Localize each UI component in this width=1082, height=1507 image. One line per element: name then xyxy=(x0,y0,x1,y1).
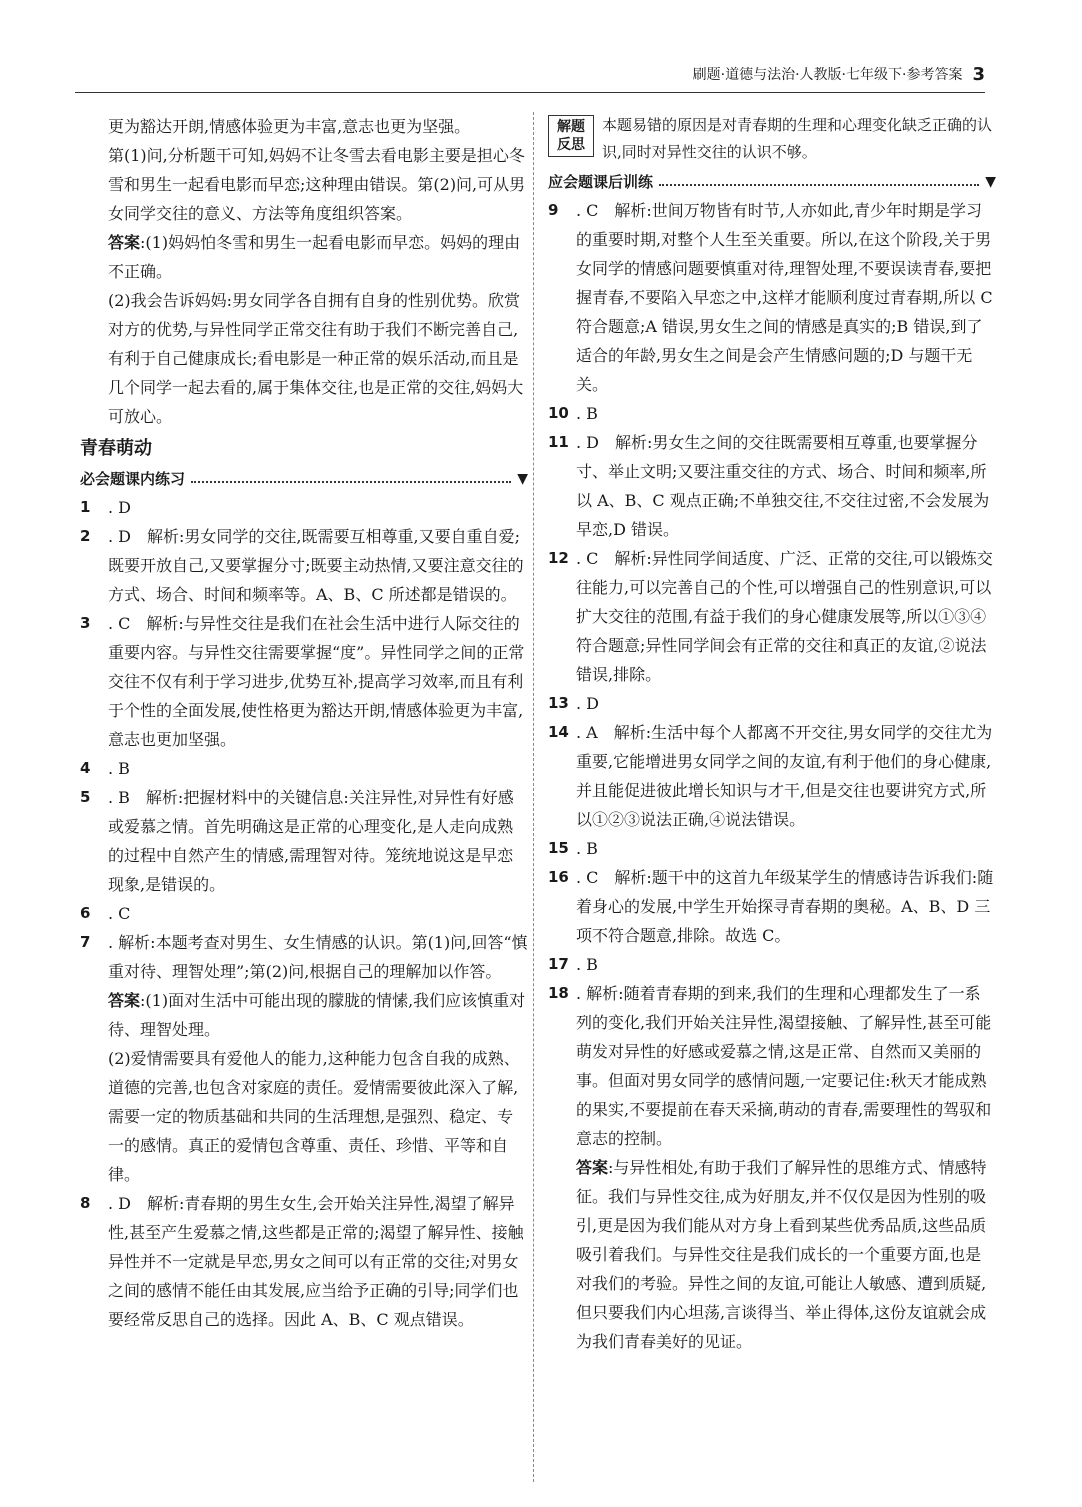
left-column xyxy=(80,112,528,1334)
question-item xyxy=(548,979,996,1153)
subsection-title xyxy=(80,465,528,493)
question-item xyxy=(80,609,528,754)
continued-analysis: 第(1)问,分析题干可知,妈妈不让冬雪去看电影主要是担心冬雪和男生一起看电影而早恋;这种理由错误。第(2)问,可从男女同学交往的意义、方法等角度组织答案。 xyxy=(108,146,526,223)
question-item xyxy=(548,950,996,979)
question-number: 16 xyxy=(548,868,569,886)
question-text: . B xyxy=(576,955,598,974)
header-title: 刷题·道德与法治·人教版·七年级下·参考答案 xyxy=(692,67,963,83)
question-text: . B xyxy=(576,839,598,858)
q18-answer xyxy=(548,1153,996,1356)
question-item xyxy=(548,863,996,950)
question-item xyxy=(80,899,528,928)
question-number: 12 xyxy=(548,549,569,567)
continued-answer-2: (2)我会告诉妈妈:男女同学各自拥有自身的性别优势。欣赏对方的优势,与异性同学正常交往有助于我们不断完善自己,有利于自己健康成长;看电影是一种正常的娱乐活动,而且是几个同学一起去看的,属于集体交往,也是正常的交往,妈妈大可放心。 xyxy=(108,291,524,426)
question-text: . 解析:本题考查对男生、女生情感的认识。第(1)问,回答“慎重对待、理智处理”;第(2)问,根据自己的理解加以作答。 xyxy=(108,933,528,981)
q7-answer-2: (2)爱情需要具有爱他人的能力,这种能力包含自我的成熟、道德的完善,也包含对家庭的责任。爱情需要彼此深入了解,需要一定的物质基础和共同的生活理想,是强烈、稳定、专一的感情。真正的爱情包含尊重、责任、珍惜、平等和自律。 xyxy=(108,1049,520,1184)
reflection-badge: 解题反思 xyxy=(548,115,594,157)
question-number: 6 xyxy=(80,904,91,922)
question-item xyxy=(548,689,996,718)
question-item xyxy=(548,428,996,544)
question-text: . B xyxy=(108,759,130,778)
section-title: 青春萌动 xyxy=(80,438,152,459)
question-number: 9 xyxy=(548,201,559,219)
page-number: 3 xyxy=(972,64,985,85)
leader-dots xyxy=(659,184,979,186)
question-text: . D 解析:青春期的男生女生,会开始关注异性,渴望了解异性,甚至产生爱慕之情,这些都是正常的;渴望了解异性、接触异性并不一定就是早恋,男女之间可以有正常的交往;对男女之间的感情不能任由其发展,应当给予正确的引导;同学们也要经常反思自己的选择。因此 A、B、C 观点错误。 xyxy=(108,1194,524,1329)
answer-text: :(1)妈妈怕冬雪和男生一起看电影而早恋。妈妈的理由不正确。 xyxy=(108,233,521,281)
question-item xyxy=(80,928,528,986)
question-item xyxy=(548,718,996,834)
question-item xyxy=(80,1189,528,1334)
reflection-box xyxy=(548,112,996,166)
question-text: . D 解析:男女生之间的交往既需要相互尊重,也要掌握分寸、举止文明;又要注重交往的方式、场合、时间和频率,所以 A、B、C 观点正确;不单独交往,不交往过密,不会发展为早恋,D 错误。 xyxy=(576,433,990,539)
question-text: . 解析:随着青春期的到来,我们的生理和心理都发生了一系列的变化,我们开始关注异性,渴望接触、了解异性,甚至可能萌发对异性的好感或爱慕之情,这是正常、自然而又美丽的事。但面对男女同学的感情问题,一定要记住:秋天才能成熟的果实,不要提前在春天采摘,萌动的青春,需要理性的驾驭和意志的控制。 xyxy=(576,984,992,1148)
question-number: 14 xyxy=(548,723,569,741)
continued-text: 更为豁达开朗,情感体验更为丰富,意志也更为坚强。 xyxy=(108,117,471,136)
question-text: . D 解析:男女同学的交往,既需要互相尊重,又要自重自爱;既要开放自己,又要掌握分寸;既要主动热情,又要注意交往的方式、场合、时间和频率等。A、B、C 所述都是错误的。 xyxy=(108,527,524,604)
answer-label: 答案 xyxy=(108,233,141,252)
answer-label: 答案 xyxy=(108,991,141,1010)
question-item xyxy=(80,754,528,783)
question-item xyxy=(548,544,996,689)
answer-text: :与异性相处,有助于我们了解异性的思维方式、情感特征。我们与异性交往,成为好朋友,并不仅仅是因为性别的吸引,更是因为我们能从对方身上看到某些优秀品质,这些品质吸引着我们。与异性交往是我们成长的一个重要方面,也是对我们的考验。异性之间的友谊,可能让人敏感、遭到质疑,但只要我们内心坦荡,言谈得当、举止得体,这份友谊就会成为我们青春美好的见证。 xyxy=(576,1158,987,1351)
question-number: 15 xyxy=(548,839,569,857)
question-item xyxy=(548,834,996,863)
question-number: 17 xyxy=(548,955,569,973)
question-text: . D xyxy=(576,694,599,713)
answer-label: 答案 xyxy=(576,1158,609,1177)
right-column xyxy=(548,112,996,1356)
question-text: . C 解析:异性同学间适度、广泛、正常的交往,可以锻炼交往能力,可以完善自己的个性,可以增强自己的性别意识,可以扩大交往的范围,有益于我们的身心健康发展等,所以①③④符合题意;异性同学间会有正常的交往和真正的友谊,②说法错误,排除。 xyxy=(576,549,993,684)
question-text: . A 解析:生活中每个人都离不开交往,男女同学的交往尤为重要,它能增进男女同学之间的友谊,有利于他们的身心健康,并且能促进彼此增长知识与才干,但是交往也要讲究方式,所以①②③说法正确,④说法错误。 xyxy=(576,723,993,829)
question-number: 2 xyxy=(80,527,91,545)
q7-answer-1 xyxy=(80,986,528,1044)
question-number: 4 xyxy=(80,759,91,777)
question-item xyxy=(80,783,528,899)
leader-dots xyxy=(191,481,511,483)
triangle-down-icon: ▼ xyxy=(985,174,996,190)
question-text: . B 解析:把握材料中的关键信息:关注异性,对异性有好感或爱慕之情。首先明确这是正常的心理变化,是人走向成熟的过程中自然产生的情感,需理智对待。笼统地说这是早恋现象,是错误的。 xyxy=(108,788,514,894)
reflection-text: 本题易错的原因是对青春期的生理和心理变化缺乏正确的认识,同时对异性交往的认识不够。 xyxy=(602,116,993,161)
question-number: 10 xyxy=(548,404,569,422)
question-number: 5 xyxy=(80,788,91,806)
question-item xyxy=(80,522,528,609)
page-header xyxy=(75,58,985,93)
question-item xyxy=(80,493,528,522)
question-number: 11 xyxy=(548,433,569,451)
question-text: . C 解析:与异性交往是我们在社会生活中进行人际交往的重要内容。与异性交往需要掌握“度”。异性同学之间的正常交往不仅有利于学习进步,优势互补,提高学习效率,而且有利于个性的全面发展,使性格更为豁达开朗,情感体验更为丰富,意志也更加坚强。 xyxy=(108,614,525,749)
subsection-label: 必会题课内练习 xyxy=(80,470,186,488)
subsection-label: 应会题课后训练 xyxy=(548,173,654,191)
column-divider xyxy=(533,112,534,1482)
subsection-title xyxy=(548,168,996,196)
question-number: 13 xyxy=(548,694,569,712)
question-number: 3 xyxy=(80,614,91,632)
triangle-down-icon: ▼ xyxy=(517,471,528,487)
question-number: 1 xyxy=(80,498,91,516)
question-text: . C 解析:题干中的这首九年级某学生的情感诗告诉我们:随着身心的发展,中学生开始探寻青春期的奥秘。A、B、D 三项不符合题意,排除。故选 C。 xyxy=(576,868,994,945)
answer-text: :(1)面对生活中可能出现的朦胧的情愫,我们应该慎重对待、理智处理。 xyxy=(108,991,526,1039)
question-item xyxy=(548,196,996,399)
question-text: . B xyxy=(576,404,598,423)
question-text: . D xyxy=(108,498,131,517)
question-number: 8 xyxy=(80,1194,91,1212)
continued-answer-1 xyxy=(80,228,528,286)
question-number: 18 xyxy=(548,984,569,1002)
question-item xyxy=(548,399,996,428)
question-text: . C 解析:世间万物皆有时节,人亦如此,青少年时期是学习的重要时期,对整个人生至关重要。所以,在这个阶段,关于男女同学的情感问题要慎重对待,理智处理,不要误读青春,要把握青春,不要陷入早恋之中,这样才能顺利度过青春期,所以 C 符合题意;A 错误,男女生之间的情感是真实的;B 错误,到了适合的年龄,男女生之间是会产生情感问题的;D 与题干无关。 xyxy=(576,201,993,394)
question-number: 7 xyxy=(80,933,91,951)
question-text: . C xyxy=(108,904,131,923)
